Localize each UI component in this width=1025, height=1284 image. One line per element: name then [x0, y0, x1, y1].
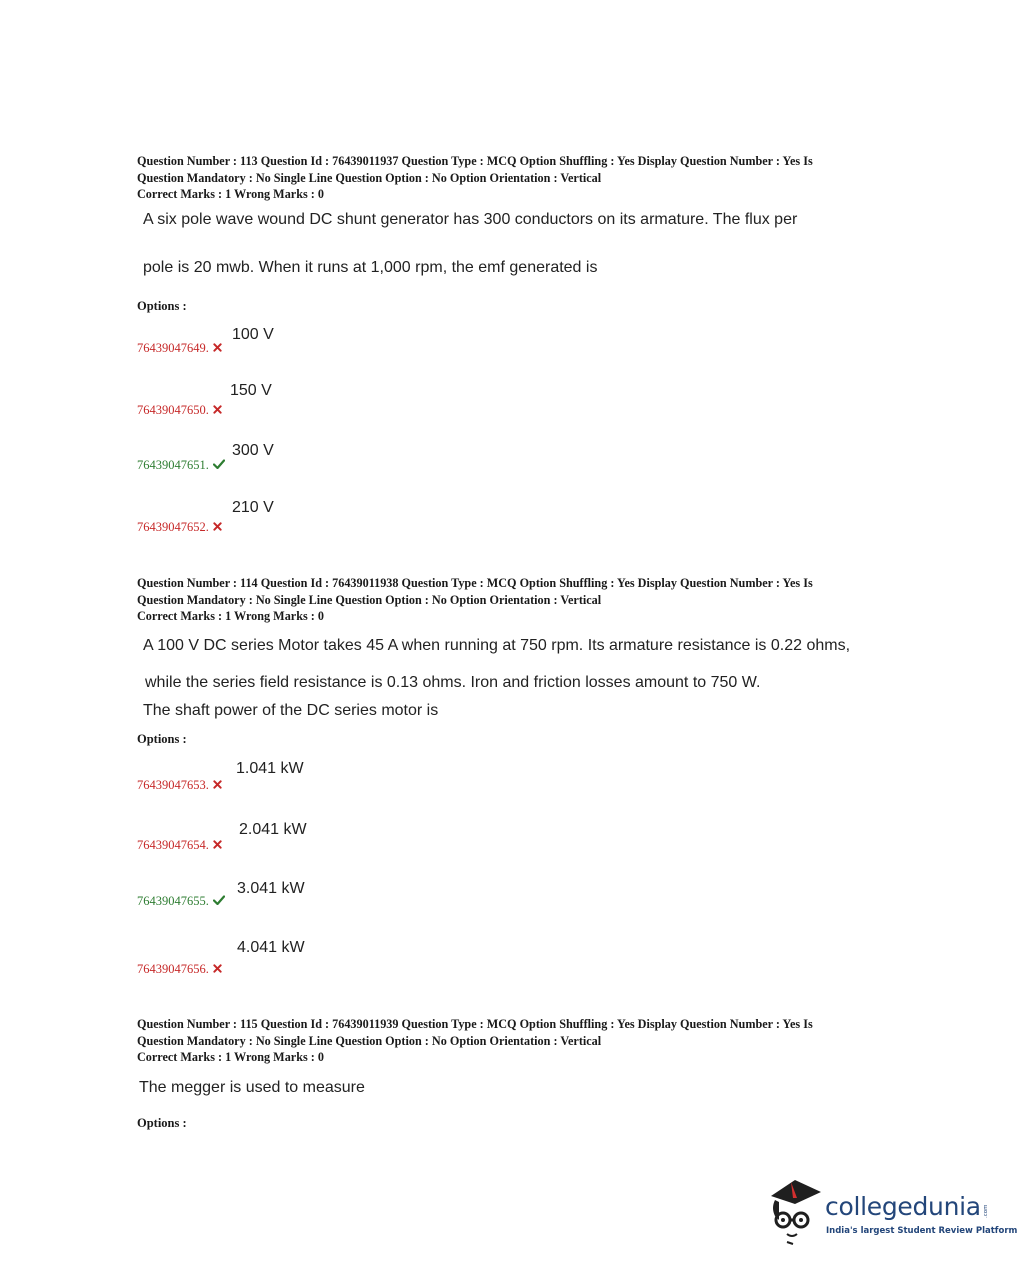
option-id-text: 76439047652.: [137, 520, 209, 534]
question-text-line: A 100 V DC series Motor takes 45 A when running at 750 rpm. Its armature resistance is 0.22 ohms,: [143, 637, 851, 654]
option-id: [137, 341, 222, 356]
question-text-line: pole is 20 mwb. When it runs at 1,000 rpm, the emf generated is: [143, 259, 598, 276]
option-id-text: 76439047651.: [137, 458, 209, 472]
option-id: [137, 520, 222, 535]
meta-line: Question Mandatory : No Single Line Question Option : No Option Orientation : Vertical: [137, 1033, 602, 1048]
check-icon: [213, 894, 225, 909]
option-id-text: 76439047653.: [137, 778, 209, 792]
cross-icon: [213, 838, 222, 853]
question-meta: [137, 1016, 813, 1066]
question-meta: [137, 153, 813, 203]
logo-name: collegedunia: [825, 1192, 981, 1221]
question-text-line: The megger is used to measure: [139, 1079, 365, 1096]
option-id: [137, 894, 225, 909]
option-id: [137, 838, 222, 853]
meta-line: Question Mandatory : No Single Line Question Option : No Option Orientation : Vertical: [137, 592, 602, 607]
option-text[interactable]: 150 V: [230, 382, 272, 399]
meta-line: Question Number : 115 Question Id : 76439011939 Question Type : MCQ Option Shuffling : Yes Display Question Number : Yes Is: [137, 1017, 813, 1031]
option-id-text: 76439047650.: [137, 403, 209, 417]
option-text[interactable]: 4.041 kW: [237, 939, 305, 956]
option-text[interactable]: 2.041 kW: [239, 821, 307, 838]
question-text-line: while the series field resistance is 0.13 ohms. Iron and friction losses amount to 750 W.: [145, 674, 761, 691]
option-id-text: 76439047654.: [137, 838, 209, 852]
cross-icon: [213, 403, 222, 418]
cross-icon: [213, 962, 222, 977]
option-id: [137, 458, 225, 473]
question-meta: [137, 575, 813, 625]
logo-com: .com: [983, 1204, 989, 1218]
options-label: Options :: [137, 732, 187, 746]
option-text[interactable]: 3.041 kW: [237, 880, 305, 897]
option-id: [137, 778, 222, 793]
logo-tagline: India's largest Student Review Platform: [826, 1226, 1018, 1236]
meta-line: Question Number : 113 Question Id : 76439011937 Question Type : MCQ Option Shuffling : Yes Display Question Number : Yes Is: [137, 154, 813, 168]
option-text[interactable]: 1.041 kW: [236, 760, 304, 777]
meta-line: Question Mandatory : No Single Line Question Option : No Option Orientation : Vertical: [137, 170, 602, 185]
cross-icon: [213, 778, 222, 793]
meta-line: Correct Marks : 1 Wrong Marks : 0: [137, 1050, 324, 1064]
options-label: Options :: [137, 299, 187, 313]
options-label: Options :: [137, 1116, 187, 1130]
question-text-line: The shaft power of the DC series motor is: [143, 702, 439, 719]
meta-line: Correct Marks : 1 Wrong Marks : 0: [137, 609, 324, 623]
option-id-text: 76439047649.: [137, 341, 209, 355]
option-id: [137, 403, 222, 418]
cross-icon: [213, 341, 222, 356]
option-id-text: 76439047655.: [137, 894, 209, 908]
option-text[interactable]: 100 V: [232, 326, 274, 343]
option-id: [137, 962, 222, 977]
collegedunia-logo: [765, 1176, 1018, 1248]
option-text[interactable]: 210 V: [232, 499, 274, 516]
check-icon: [213, 458, 225, 473]
option-id-text: 76439047656.: [137, 962, 209, 976]
mascot-icon: [765, 1176, 827, 1248]
question-text-line: A six pole wave wound DC shunt generator has 300 conductors on its armature. The flux per: [143, 211, 798, 228]
cross-icon: [213, 520, 222, 535]
option-text[interactable]: 300 V: [232, 442, 274, 459]
meta-line: Question Number : 114 Question Id : 76439011938 Question Type : MCQ Option Shuffling : Yes Display Question Number : Yes Is: [137, 576, 813, 590]
meta-line: Correct Marks : 1 Wrong Marks : 0: [137, 187, 324, 201]
